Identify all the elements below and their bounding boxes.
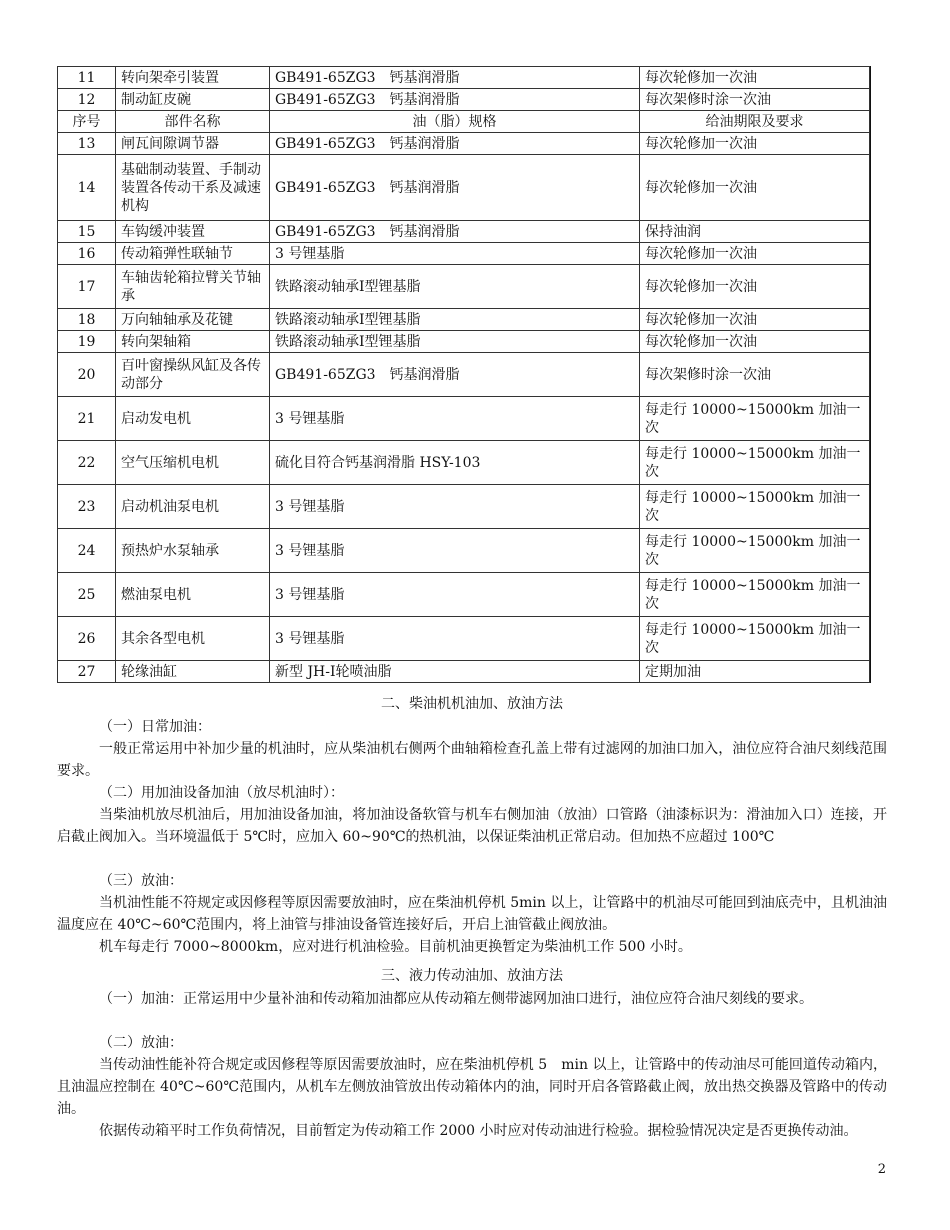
cell-part-name: 空气压缩机电机 [116,441,270,485]
section2-title: 二、柴油机机油加、放油方法 [381,696,563,712]
table-row [58,265,870,309]
cell-number: 26 [58,617,116,661]
cell-part-name: 车轴齿轮箱拉臂关节轴承 [116,265,270,309]
page-number: 2 [877,1162,886,1177]
section2-sub1: （一）日常加油： [99,719,211,735]
cell-oil-spec: 3 号锂基脂 [270,617,640,661]
cell-part-name: 闸瓦间隙调节器 [116,133,270,155]
cell-part-name: 转向架牵引装置 [116,67,270,89]
lubrication-table [57,66,870,683]
cell-period: 每次轮修加一次油 [640,309,870,331]
cell-period: 每次轮修加一次油 [640,67,870,89]
table-row [58,573,870,617]
cell-number: 23 [58,485,116,529]
table-row [58,331,870,353]
cell-oil-spec: GB491-65ZG3 钙基润滑脂 [270,221,640,243]
lubrication-table-wrapper [57,66,871,683]
cell-part-name: 部件名称 [116,111,270,133]
table-row [58,309,870,331]
cell-number: 11 [58,67,116,89]
cell-oil-spec: 3 号锂基脂 [270,243,640,265]
cell-period: 给油期限及要求 [640,111,870,133]
cell-oil-spec: 铁路滚动轴承Ⅰ型锂基脂 [270,309,640,331]
cell-part-name: 传动箱弹性联轴节 [116,243,270,265]
cell-number: 22 [58,441,116,485]
section3-paragraph-1: （一）加油：正常运用中少量补油和传动箱加油都应从传动箱左侧带滤网加油口进行，油位应符合油尺刻线的要求。 [99,991,813,1007]
table-row [58,155,870,221]
table-row [58,617,870,661]
cell-number: 17 [58,265,116,309]
section2-paragraph-4: 机车每走行 7000~8000km，应对进行机油检验。目前机油更换暂定为柴油机工作 500 小时。 [99,939,692,955]
cell-period: 每走行 10000~15000km 加油一次 [640,441,870,485]
table-row [58,485,870,529]
cell-oil-spec: 3 号锂基脂 [270,529,640,573]
cell-part-name: 车钩缓冲装置 [116,221,270,243]
table-row [58,353,870,397]
cell-number: 24 [58,529,116,573]
cell-oil-spec: 3 号锂基脂 [270,485,640,529]
cell-part-name: 预热炉水泵轴承 [116,529,270,573]
cell-oil-spec: 油（脂）规格 [270,111,640,133]
cell-oil-spec: 3 号锂基脂 [270,573,640,617]
cell-number: 20 [58,353,116,397]
cell-part-name: 制动缸皮碗 [116,89,270,111]
cell-oil-spec: 3 号锂基脂 [270,397,640,441]
cell-oil-spec: 新型 JH-Ⅰ轮喷油脂 [270,661,640,683]
cell-period: 每次轮修加一次油 [640,265,870,309]
cell-period: 每走行 10000~15000km 加油一次 [640,529,870,573]
table-row [58,529,870,573]
table-row [58,441,870,485]
cell-part-name: 万向轴轴承及花键 [116,309,270,331]
cell-part-name: 启动发电机 [116,397,270,441]
cell-period: 每次架修时涂一次油 [640,89,870,111]
cell-part-name: 百叶窗操纵风缸及各传动部分 [116,353,270,397]
table-row [58,133,870,155]
table-row [58,661,870,683]
cell-number: 14 [58,155,116,221]
section3-title: 三、液力传动油加、放油方法 [381,968,563,984]
cell-period: 每次轮修加一次油 [640,331,870,353]
section2-sub3: （三）放油： [99,873,183,889]
cell-oil-spec: 铁路滚动轴承Ⅰ型锂基脂 [270,265,640,309]
table-row [58,397,870,441]
section2-paragraph-2: 当柴油机放尽机油后，用加油设备加油，将加油设备软管与机车右侧加油（放油）口管路（油漆标识为：滑油加入口）连接，开启截止阀加入。当环境温低于 5℃时，应加入 60~90℃的热机油，以保证柴油机正常启动。但加热不应超过 100℃ [57,807,887,845]
section2-paragraph-1: 一般正常运用中补加少量的机油时，应从柴油机右侧两个曲轴箱检查孔盖上带有过滤网的加油口加入，油位应符合油尺刻线范围要求。 [57,741,887,779]
cell-part-name: 其余各型电机 [116,617,270,661]
table-header-row [58,111,870,133]
cell-oil-spec: GB491-65ZG3 钙基润滑脂 [270,353,640,397]
cell-number: 序号 [58,111,116,133]
cell-oil-spec: GB491-65ZG3 钙基润滑脂 [270,155,640,221]
cell-number: 21 [58,397,116,441]
cell-number: 15 [58,221,116,243]
lubrication-table-body [58,67,870,683]
section2-paragraph-3: 当机油性能不符规定或因修程等原因需要放油时，应在柴油机停机 5min 以上，让管路中的机油尽可能回到油底壳中，且机油油温度应在 40℃~60℃范围内，将上油管与排油设备管连接好后，开启上油管截止阀放油。 [57,895,887,933]
cell-part-name: 燃油泵电机 [116,573,270,617]
cell-period: 每走行 10000~15000km 加油一次 [640,573,870,617]
section2-sub2: （二）用加油设备加油（放尽机油时）： [99,785,344,801]
table-row [58,89,870,111]
cell-period: 每次轮修加一次油 [640,155,870,221]
cell-number: 16 [58,243,116,265]
section3-paragraph-3: 依据传动箱平时工作负荷情况，目前暂定为传动箱工作 2000 小时应对传动油进行检验。据检验情况决定是否更换传动油。 [99,1123,858,1139]
cell-period: 每次架修时涂一次油 [640,353,870,397]
cell-number: 13 [58,133,116,155]
cell-period: 每走行 10000~15000km 加油一次 [640,397,870,441]
cell-oil-spec: 硫化目符合钙基润滑脂 HSY-103 [270,441,640,485]
cell-oil-spec: 铁路滚动轴承Ⅰ型锂基脂 [270,331,640,353]
cell-period: 每走行 10000~15000km 加油一次 [640,617,870,661]
section3-paragraph-2: 当传动油性能补符合规定或因修程等原因需要放油时，应在柴油机停机 5 min 以上，让管路中的传动油尽可能回道传动箱内，且油温应控制在 40℃~60℃范围内，从机车左侧放油管放出传动箱体内的油，同时开启各管路截止阀，放出热交换器及管路中的传动油。 [57,1057,887,1117]
cell-number: 19 [58,331,116,353]
cell-oil-spec: GB491-65ZG3 钙基润滑脂 [270,89,640,111]
cell-period: 每走行 10000~15000km 加油一次 [640,485,870,529]
section3-sub2: （二）放油： [99,1035,183,1051]
cell-period: 每次轮修加一次油 [640,243,870,265]
cell-oil-spec: GB491-65ZG3 钙基润滑脂 [270,133,640,155]
table-row [58,243,870,265]
cell-part-name: 转向架轴箱 [116,331,270,353]
cell-part-name: 基础制动装置、手制动装置各传动干系及减速机构 [116,155,270,221]
cell-period: 保持油润 [640,221,870,243]
cell-part-name: 轮缘油缸 [116,661,270,683]
cell-period: 定期加油 [640,661,870,683]
cell-period: 每次轮修加一次油 [640,133,870,155]
table-row [58,67,870,89]
cell-number: 27 [58,661,116,683]
cell-number: 25 [58,573,116,617]
cell-number: 12 [58,89,116,111]
table-row [58,221,870,243]
cell-number: 18 [58,309,116,331]
cell-oil-spec: GB491-65ZG3 钙基润滑脂 [270,67,640,89]
cell-part-name: 启动机油泵电机 [116,485,270,529]
